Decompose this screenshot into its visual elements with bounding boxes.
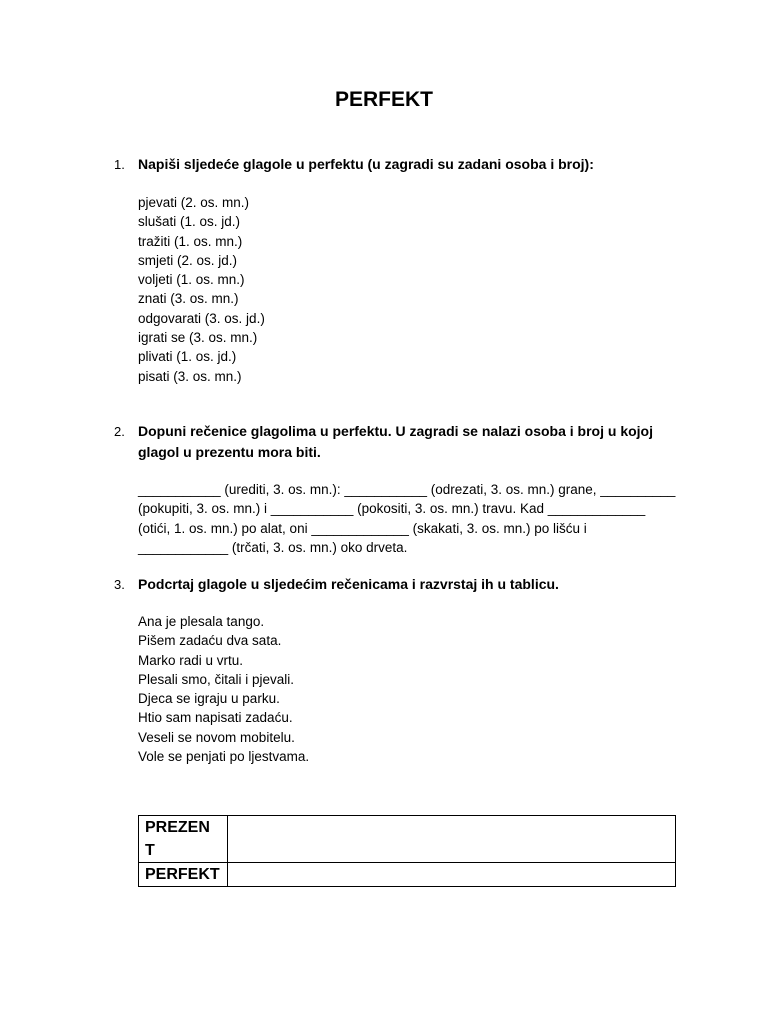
- list-item: plivati (1. os. jd.): [138, 349, 237, 365]
- task-2-paragraph: ___________ (urediti, 3. os. mn.): ___________ (odrezati, 3. os. mn.) grane, __________ (pokupiti, 3. os. mn.) i ___________ (pokositi, 3. os. mn.) travu. Kad _____________ (otići, 1. os. mn.) po alat, oni _____________ (skakati, 3. os. mn.) po lišću i ____________ (trčati, 3. os. mn.) oko drveta.: [138, 482, 676, 555]
- task-2-heading: Dopuni rečenice glagolima u perfektu. U zagradi se nalazi osoba i broj u kojoj glagol u prezentu mora biti.: [138, 423, 653, 460]
- list-item: Vole se penjati po ljestvama.: [138, 749, 310, 765]
- list-item: Ana je plesala tango.: [138, 614, 265, 629]
- task-2-number: 2.: [114, 424, 125, 439]
- list-item: igrati se (3. os. mn.): [138, 330, 258, 346]
- task-3-heading: Podcrtaj glagole u sljedećim rečenicama i razvrstaj ih u tablicu.: [138, 576, 559, 592]
- task-1-number: 1.: [114, 157, 125, 172]
- task-3-number: 3.: [114, 577, 125, 592]
- list-item: voljeti (1. os. mn.): [138, 272, 245, 288]
- prezent-label-line1: PREZEN: [145, 819, 210, 836]
- table-row: [139, 816, 676, 863]
- prezent-label-cell: [139, 816, 228, 863]
- list-item: Htio sam napisati zadaću.: [138, 710, 293, 726]
- task-3-sentence-list: [138, 612, 309, 766]
- task-1-heading: Napiši sljedeće glagole u perfektu (u zagradi su zadani osoba i broj):: [138, 156, 594, 172]
- perfekt-answer-cell[interactable]: [228, 863, 676, 887]
- list-item: pisati (3. os. mn.): [138, 368, 242, 384]
- list-item: slušati (1. os. jd.): [138, 214, 241, 230]
- list-item: Djeca se igraju u parku.: [138, 691, 280, 707]
- task-1-verb-list: [138, 193, 265, 386]
- list-item: odgovarati (3. os. jd.): [138, 310, 265, 326]
- list-item: Plesali smo, čitali i pjevali.: [138, 671, 295, 687]
- prezent-label-line2: T: [145, 842, 155, 859]
- prezent-answer-cell[interactable]: [228, 816, 676, 863]
- list-item: Marko radi u vrtu.: [138, 652, 244, 668]
- table-row: [139, 863, 676, 887]
- page-title: PERFEKT: [334, 88, 433, 111]
- list-item: smjeti (2. os. jd.): [138, 252, 238, 268]
- list-item: Pišem zadaću dva sata.: [138, 633, 282, 649]
- list-item: pjevati (2. os. mn.): [138, 195, 250, 210]
- list-item: Veseli se novom mobitelu.: [138, 729, 295, 745]
- perfekt-label-cell: PERFEKT: [139, 863, 228, 887]
- list-item: tražiti (1. os. mn.): [138, 233, 243, 249]
- list-item: znati (3. os. mn.): [138, 291, 239, 307]
- classification-table: [138, 815, 676, 887]
